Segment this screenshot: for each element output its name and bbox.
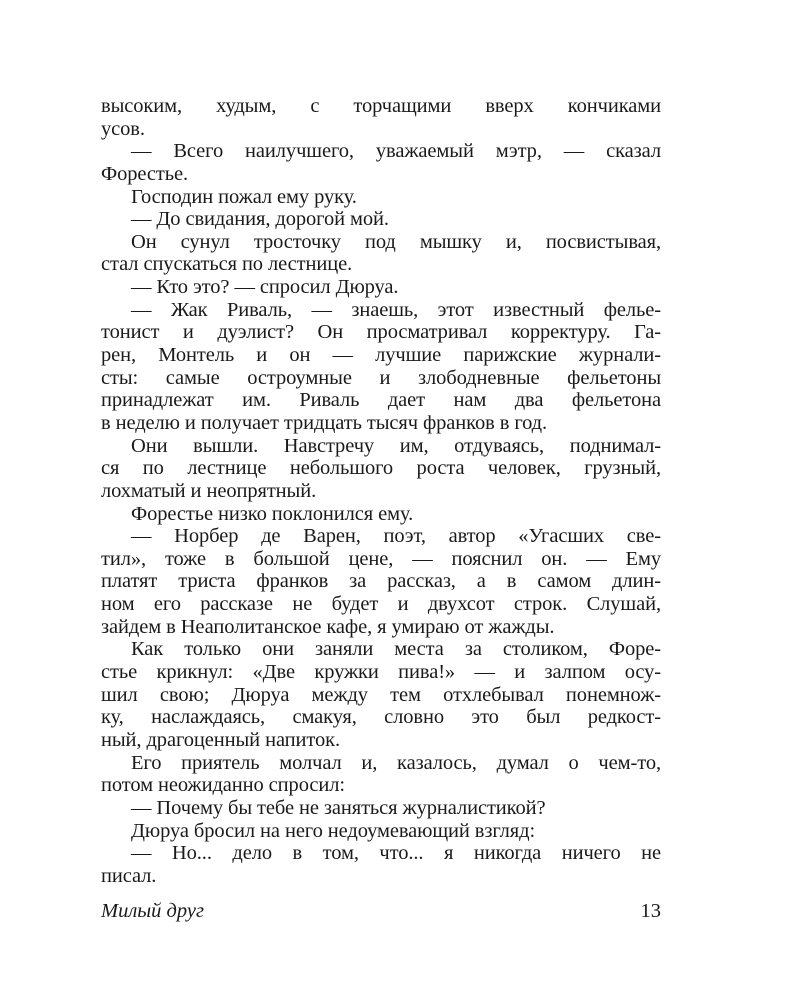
text-line: — Всего наилучшего, уважаемый мэтр, — сказал bbox=[131, 140, 661, 163]
text-line: ном его рассказе не будет и двухсот строк. Слушай, bbox=[101, 593, 661, 616]
text-line: Господин пожал ему руку. bbox=[131, 185, 357, 208]
page-number: 13 bbox=[640, 900, 661, 922]
text-line: зайдем в Неаполитанское кафе, я умираю от жажды. bbox=[101, 615, 555, 638]
text-line: — Норбер де Варен, поэт, автор «Угасших све- bbox=[131, 525, 661, 548]
text-line: Форестье низко поклонился ему. bbox=[131, 502, 414, 525]
text-line: ся по лестнице небольшого роста человек, грузный, bbox=[101, 457, 661, 480]
text-line: тил», тоже в большой цене, — пояснил он. — Ему bbox=[101, 547, 661, 570]
text-line: Форестье. bbox=[101, 162, 189, 185]
text-line: Его приятель молчал и, казалось, думал о чем-то, bbox=[131, 751, 661, 774]
text-line: усов. bbox=[101, 117, 145, 140]
running-title: Милый друг bbox=[101, 900, 204, 922]
text-line: лохматый и неопрятный. bbox=[101, 479, 317, 502]
text-line: стье крикнул: «Две кружки пива!» — и залпом осу- bbox=[101, 661, 661, 684]
text-line: шил свою; Дюруа между тем отхлебывал понемнож- bbox=[101, 683, 661, 706]
text-line: принадлежат им. Риваль дает нам два фельетона bbox=[101, 389, 661, 412]
text-line: — Но... дело в том, что... я никогда ничего не bbox=[131, 842, 661, 865]
text-line: ку, наслаждаясь, смакуя, словно это был редкост- bbox=[101, 706, 661, 729]
text-line: — До свидания, дорогой мой. bbox=[131, 208, 389, 231]
text-line: — Кто это? — спросил Дюруа. bbox=[131, 276, 399, 299]
page-body-text bbox=[101, 95, 661, 887]
text-line: Он сунул тросточку под мышку и, посвистывая, bbox=[131, 230, 661, 253]
text-line: — Почему бы тебе не заняться журналистикой? bbox=[131, 796, 546, 819]
text-line: ный, драгоценный напиток. bbox=[101, 728, 341, 751]
text-line: высоким, худым, с торчащими вверх кончиками bbox=[101, 95, 661, 117]
text-line: стал спускаться по лестнице. bbox=[101, 253, 353, 276]
text-line: рен, Монтель и он — лучшие парижские журнали- bbox=[101, 344, 661, 367]
text-line: Дюруа бросил на него недоумевающий взгляд: bbox=[131, 819, 536, 842]
text-line: потом неожиданно спросил: bbox=[101, 774, 345, 797]
text-line: Как только они заняли места за столиком, Форе- bbox=[131, 638, 661, 661]
text-line: Они вышли. Навстречу им, отдуваясь, поднимал- bbox=[131, 434, 661, 457]
text-line: — Жак Риваль, — знаешь, этот известный фелье- bbox=[131, 298, 661, 321]
text-line: в неделю и получает тридцать тысяч франков в год. bbox=[101, 411, 548, 434]
text-line: писал. bbox=[101, 864, 157, 887]
text-line: платят триста франков за рассказ, а в самом длин- bbox=[101, 570, 661, 593]
page-footer bbox=[101, 898, 661, 924]
text-line: сты: самые остроумные и злободневные фельетоны bbox=[101, 366, 661, 389]
text-line: тонист и дуэлист? Он просматривал корректуру. Га- bbox=[101, 321, 661, 344]
